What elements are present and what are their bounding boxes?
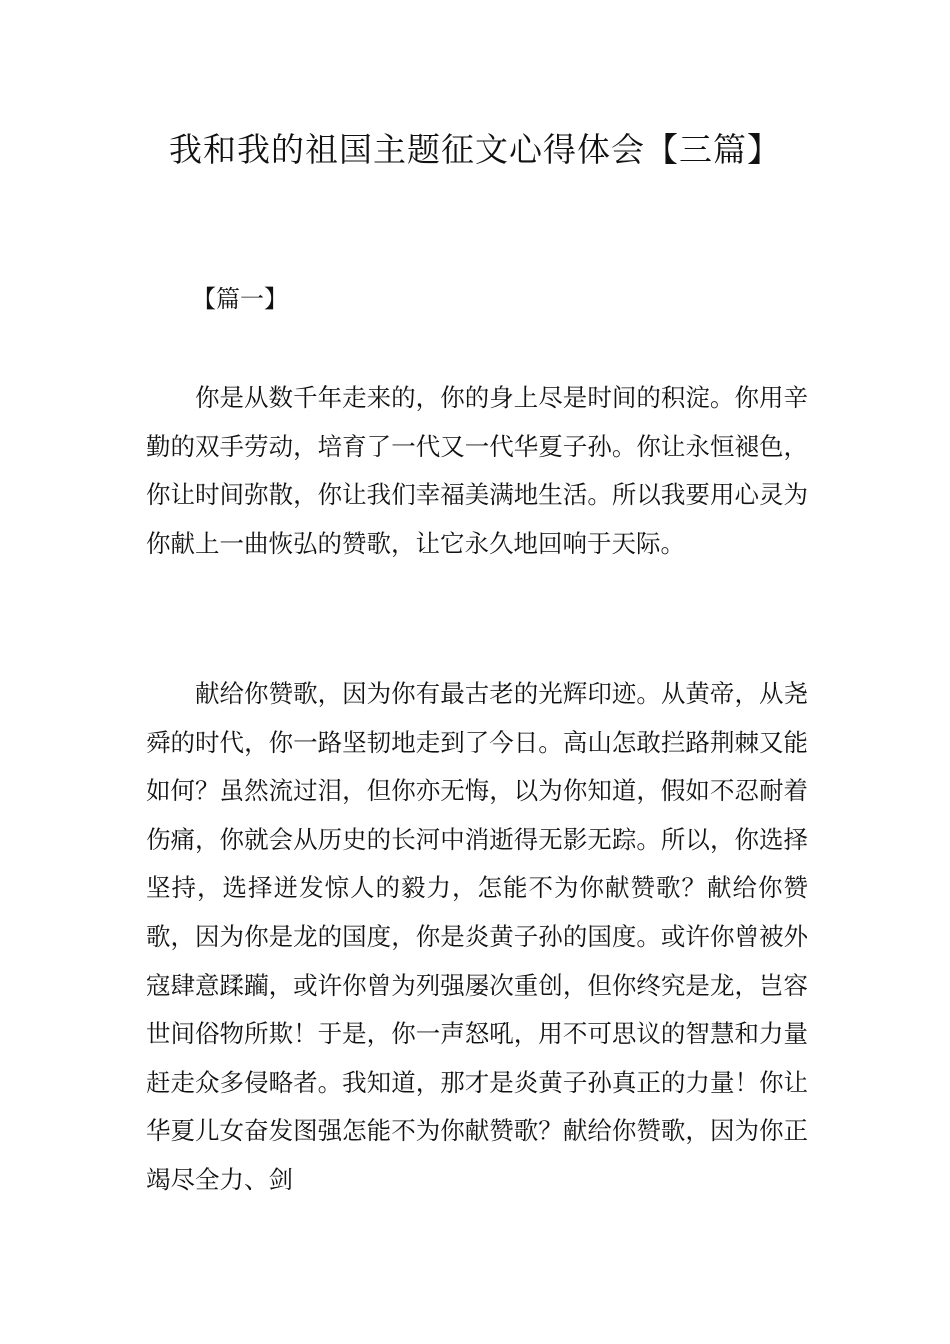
section-heading: 【篇一】 [192, 285, 288, 313]
document-title: 我和我的祖国主题征文心得体会【三篇】 [169, 130, 781, 169]
paragraph: 你是从数千年走来的，你的身上尽是时间的积淀。你用辛勤的双手劳动，培育了一代又一代华夏子孙。你让永恒褪色，你让时间弥散，你让我们幸福美满地生活。所以我要用心灵为你献上一曲恢弘的赞歌，让它永久地回响于天际。 [146, 383, 808, 558]
paragraph: 献给你赞歌，因为你有最古老的光辉印迹。从黄帝，从尧舜的时代，你一路坚韧地走到了今日。高山怎敢拦路荆棘又能如何？虽然流过泪，但你亦无悔，以为你知道，假如不忍耐着伤痛，你就会从历史的长河中消逝得无影无踪。所以，你选择坚持，选择迸发惊人的毅力，怎能不为你献赞歌？献给你赞歌，因为你是龙的国度，你是炎黄子孙的国度。或许你曾被外寇肆意蹂躏，或许你曾为列强屡次重创，但你终究是龙，岂容世间俗物所欺！于是，你一声怒吼，用不可思议的智慧和力量赶走众多侵略者。我知道，那才是炎黄子孙真正的力量！你让华夏儿女奋发图强怎能不为你献赞歌？献给你赞歌，因为你正竭尽全力、剑 [146, 679, 808, 1194]
